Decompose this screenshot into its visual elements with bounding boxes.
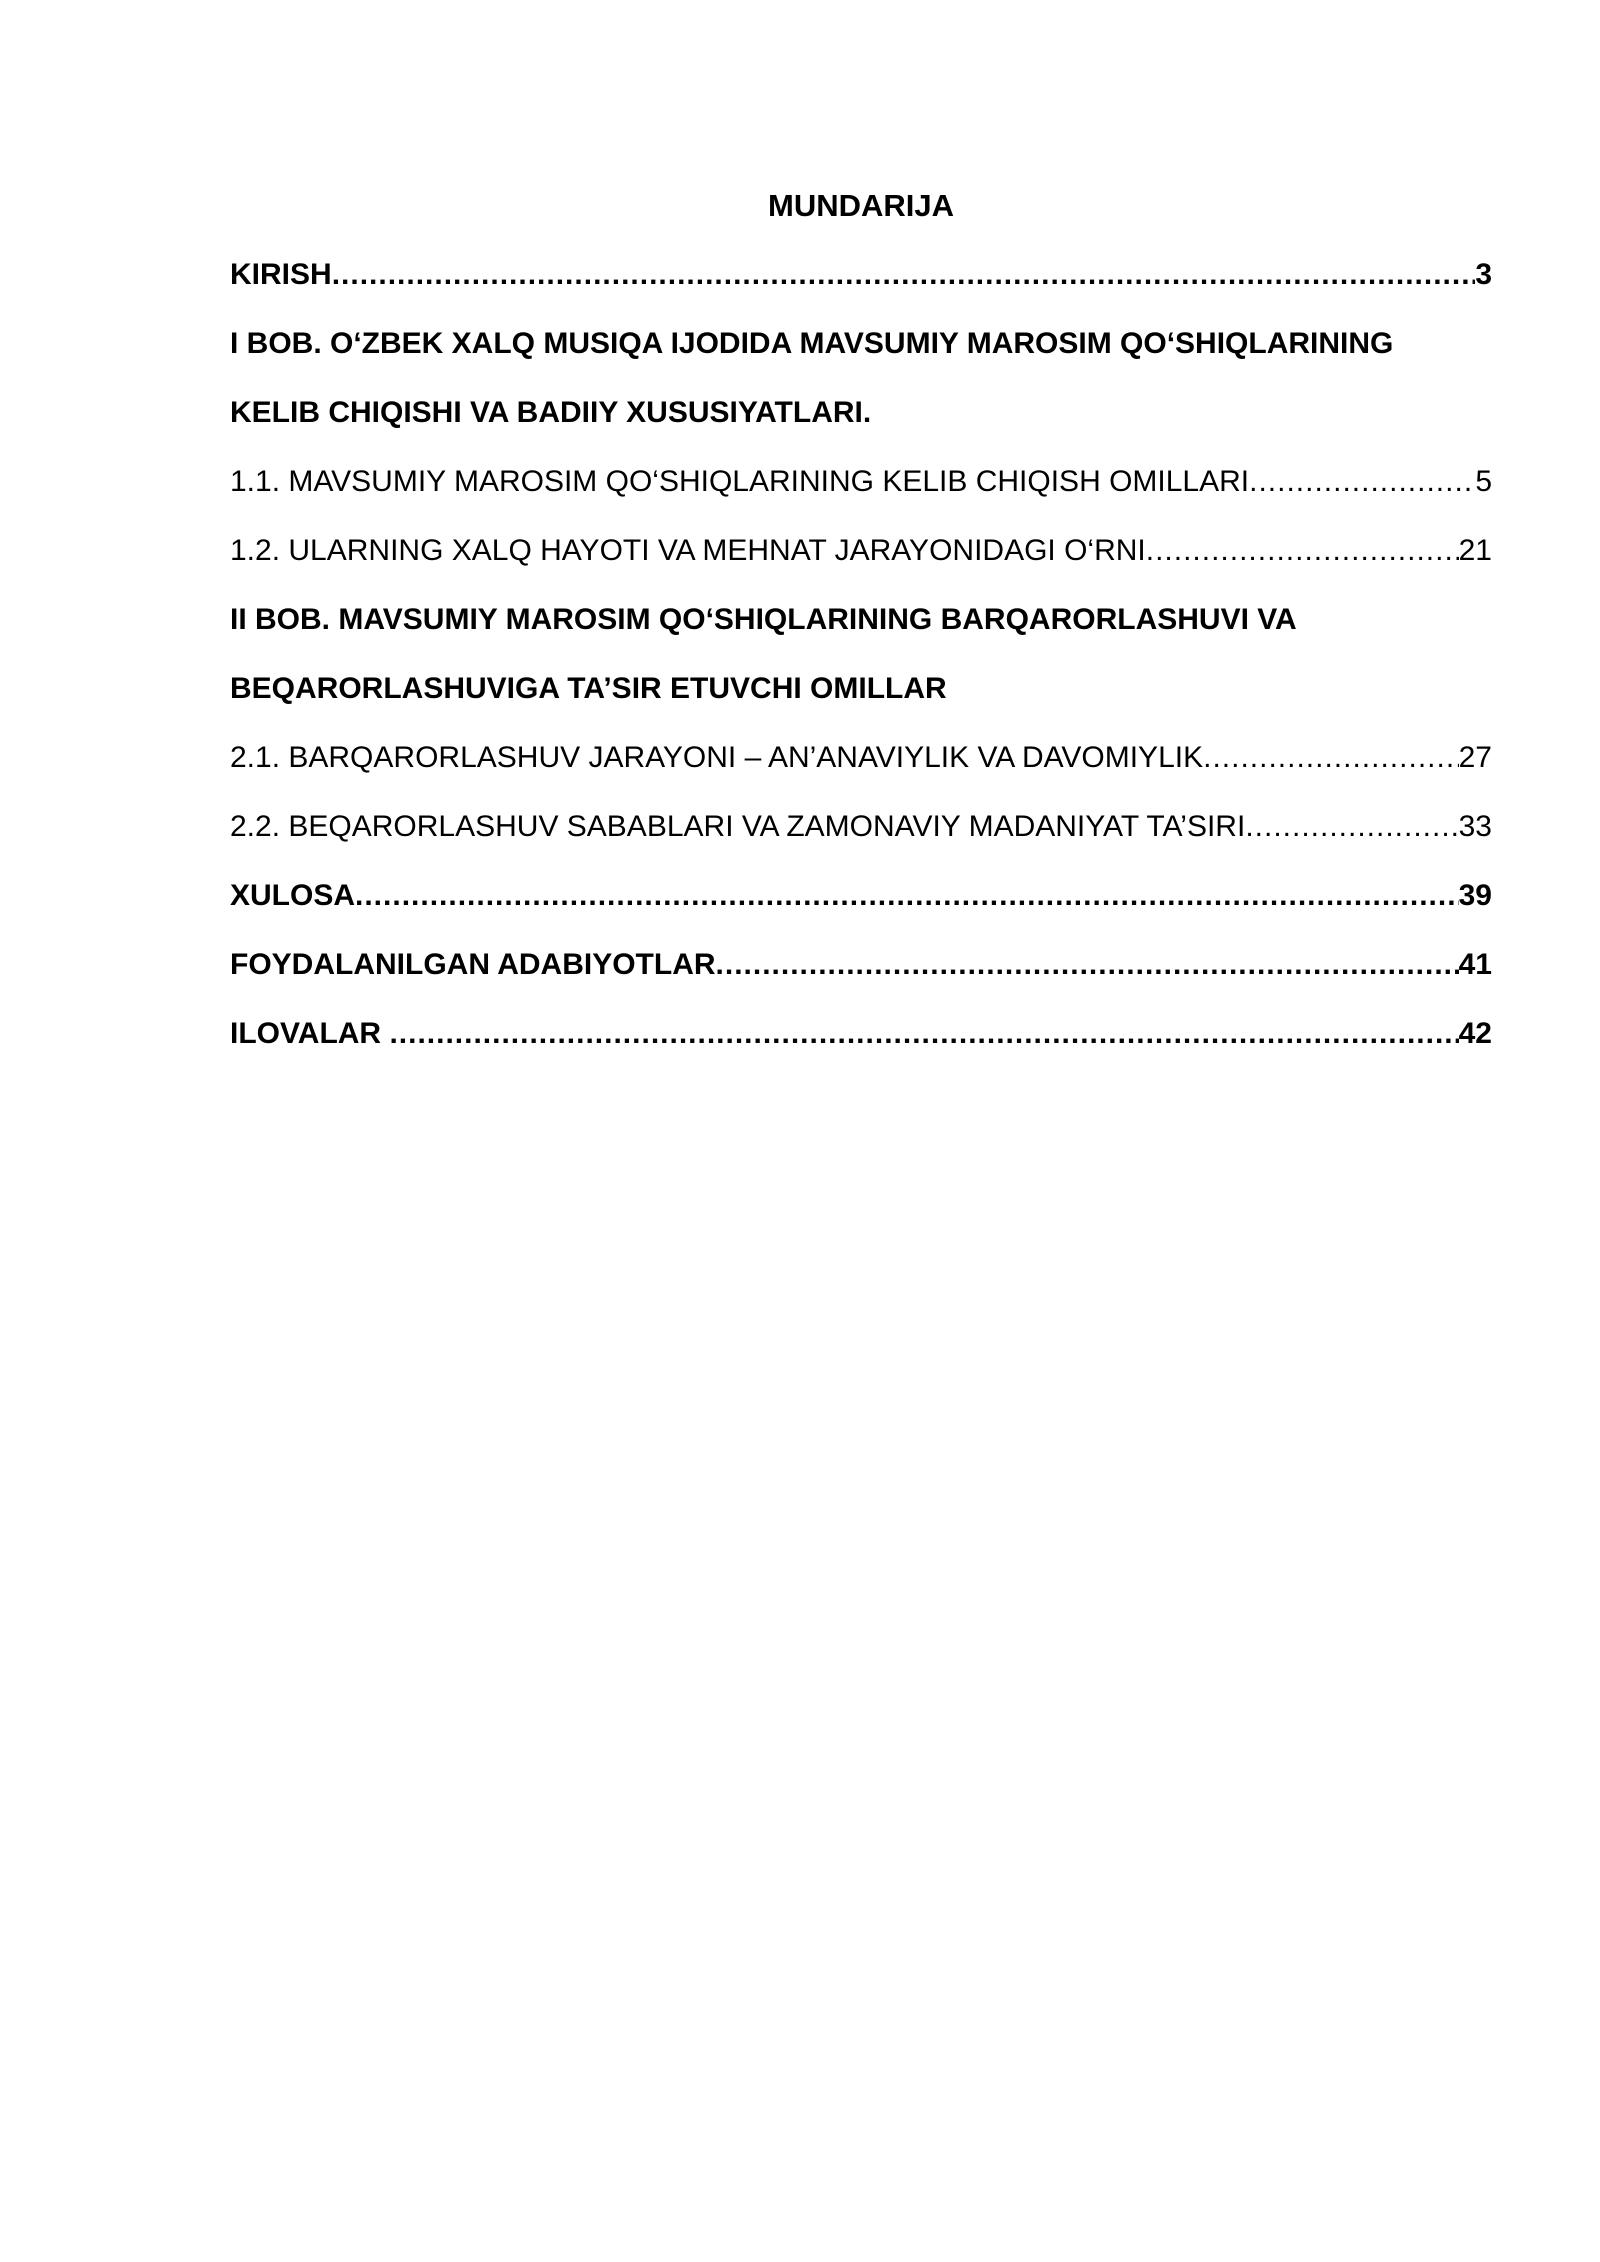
- toc-entry-1-2[interactable]: [230, 531, 1492, 600]
- toc-chapter-title: II BOB. MAVSUMIY MAROSIM QO‘SHIQLARINING BARQARORLASHUVI VA: [230, 603, 1297, 636]
- dot-leader: [1249, 462, 1475, 502]
- toc-chapter-1-line-2[interactable]: [230, 393, 1492, 462]
- toc-page-number: 5: [1475, 465, 1492, 498]
- toc-entry-title: 1.1. MAVSUMIY MAROSIM QO‘SHIQLARINING KELIB CHIQISH OMILLARI: [230, 465, 1250, 498]
- toc-entry-ilovalar[interactable]: [230, 1014, 1492, 1083]
- toc-chapter-2-line-2[interactable]: [230, 669, 1492, 738]
- toc-entry-1-1[interactable]: [230, 462, 1492, 531]
- toc-entry-adabiyotlar[interactable]: [230, 945, 1492, 1014]
- toc-entry-line: [230, 807, 1492, 847]
- toc-page-number: 21: [1458, 534, 1492, 567]
- toc-entry-title: ILOVALAR: [230, 1017, 390, 1050]
- toc-entry-title: 2.1. BARQARORLASHUV JARAYONI – AN’ANAVIYLIK VA DAVOMIYLIK: [230, 741, 1204, 774]
- toc-page-number: 3: [1475, 258, 1492, 291]
- toc-entry-line: [230, 876, 1492, 916]
- toc-entry-line: [230, 738, 1492, 778]
- toc-chapter-1-line-1[interactable]: [230, 324, 1492, 393]
- toc-page-number: 39: [1458, 879, 1492, 912]
- dot-leader: [389, 1014, 1458, 1054]
- toc-entry-title: KIRISH: [230, 258, 332, 291]
- dot-leader: [1245, 807, 1458, 847]
- toc-entry-line: [230, 462, 1492, 502]
- table-of-contents: [230, 255, 1492, 1083]
- toc-entry-line: [230, 255, 1492, 295]
- toc-page-number: 41: [1458, 948, 1492, 981]
- toc-entry-line: [230, 1014, 1492, 1054]
- dot-leader: [355, 876, 1459, 916]
- toc-entry-line: [230, 945, 1492, 985]
- dot-leader: [716, 945, 1459, 985]
- toc-chapter-title-continued: KELIB CHIQISHI VA BADIIY XUSUSIYATLARI.: [230, 396, 872, 429]
- toc-entry-title: XULOSA: [230, 879, 356, 912]
- dot-leader: [1146, 531, 1459, 571]
- dot-leader: [1203, 738, 1459, 778]
- toc-chapter-title-continued: BEQARORLASHUVIGA TA’SIR ETUVCHI OMILLAR: [230, 672, 947, 705]
- toc-entry-xulosa[interactable]: [230, 876, 1492, 945]
- toc-entry-2-2[interactable]: [230, 807, 1492, 876]
- toc-page-number: 42: [1458, 1017, 1492, 1050]
- toc-entry-line: [230, 531, 1492, 571]
- dot-leader: [332, 255, 1476, 295]
- toc-entry-title: 2.2. BEQARORLASHUV SABABLARI VA ZAMONAVIY MADANIYAT TA’SIRI: [230, 810, 1246, 843]
- toc-page-number: 27: [1458, 741, 1492, 774]
- toc-entry-kirish[interactable]: [230, 255, 1492, 324]
- toc-entry-title: FOYDALANILGAN ADABIYOTLAR: [230, 948, 716, 981]
- toc-chapter-title: I BOB. O‘ZBEK XALQ MUSIQA IJODIDA MAVSUMIY MAROSIM QO‘SHIQLARINING: [230, 327, 1394, 360]
- toc-entry-title: 1.2. ULARNING XALQ HAYOTI VA MEHNAT JARAYONIDAGI O‘RNI: [230, 534, 1146, 567]
- page-title: MUNDARIJA: [768, 188, 954, 223]
- toc-page-number: 33: [1458, 810, 1492, 843]
- toc-chapter-2-line-1[interactable]: [230, 600, 1492, 669]
- toc-entry-2-1[interactable]: [230, 738, 1492, 807]
